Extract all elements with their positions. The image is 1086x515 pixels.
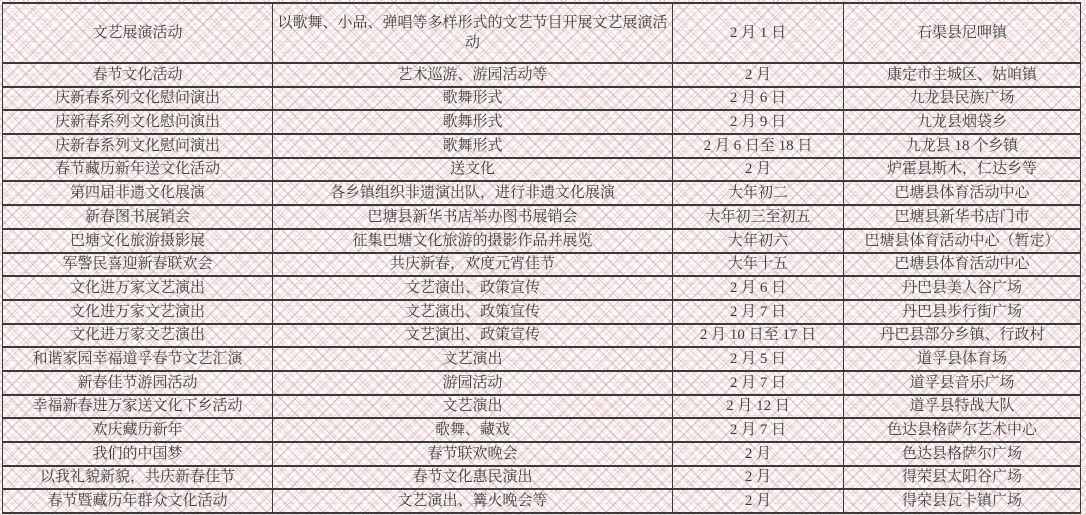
table-row (3, 110, 1081, 134)
table-row (3, 134, 1081, 158)
table-row (3, 205, 1081, 229)
activity-location-cell: 巴塘县体育活动中心 (844, 181, 1081, 205)
activity-name-cell: 新春图书展销会 (3, 205, 273, 229)
activity-description-cell: 送文化 (273, 158, 673, 182)
activity-description-cell: 春节联欢晚会 (273, 442, 673, 466)
activity-description-cell: 艺术巡游、游园活动等 (273, 63, 673, 87)
activity-location-cell: 丹巴县步行街广场 (844, 300, 1081, 324)
activity-location-cell: 得荣县太阳谷广场 (844, 466, 1081, 490)
table-row (3, 87, 1081, 111)
activity-location-cell: 道孚县体育场 (844, 347, 1081, 371)
activity-location-cell: 巴塘县体育活动中心 (844, 253, 1081, 277)
table-row (3, 158, 1081, 182)
activity-date-cell: 2 月 6 日至 18 日 (673, 134, 844, 158)
activity-location-cell: 色达县格萨尔艺术中心 (844, 418, 1081, 442)
activities-schedule-table (2, 2, 1081, 514)
activity-location-cell: 丹巴县部分乡镇、行政村 (844, 324, 1081, 348)
activity-location-cell: 九龙县烟袋乡 (844, 110, 1081, 134)
activity-date-cell: 大年初三至初五 (673, 205, 844, 229)
activity-name-cell: 第四届非遗文化展演 (3, 181, 273, 205)
activity-name-cell: 以我礼貌新貌，共庆新春佳节 (3, 466, 273, 490)
activity-name-cell: 春节藏历新年送文化活动 (3, 158, 273, 182)
activity-name-cell: 文化进万家文艺演出 (3, 276, 273, 300)
activity-description-cell: 以歌舞、小品、弹唱等多样形式的文艺节目开展文艺展演活动 (273, 3, 673, 63)
activity-name-cell: 春节暨藏历年群众文化活动 (3, 489, 273, 513)
activity-description-cell: 共庆新春，欢度元宵佳节 (273, 253, 673, 277)
activity-location-cell: 得荣县瓦卡镇广场 (844, 489, 1081, 513)
activity-name-cell: 欢庆藏历新年 (3, 418, 273, 442)
table-row (3, 347, 1081, 371)
activity-location-cell: 康定市主城区、姑咱镇 (844, 63, 1081, 87)
table-row (3, 395, 1081, 419)
table-row (3, 3, 1081, 63)
table-row (3, 371, 1081, 395)
activity-name-cell: 新春佳节游园活动 (3, 371, 273, 395)
activity-description-cell: 文艺演出、政策宣传 (273, 300, 673, 324)
activity-description-cell: 文艺演出、篝火晚会等 (273, 489, 673, 513)
activity-location-cell: 巴塘县新华书店门市 (844, 205, 1081, 229)
activity-name-cell: 巴塘文化旅游摄影展 (3, 229, 273, 253)
activity-location-cell: 道孚县特战大队 (844, 395, 1081, 419)
activity-name-cell: 和谐家园幸福道孚春节文艺汇演 (3, 347, 273, 371)
activity-location-cell: 石渠县尼呷镇 (844, 3, 1081, 63)
activity-date-cell: 2 月 6 日 (673, 87, 844, 111)
table-row (3, 300, 1081, 324)
activity-date-cell: 2 月 7 日 (673, 418, 844, 442)
activity-name-cell: 庆新春系列文化慰问演出 (3, 87, 273, 111)
schedule-table-body (3, 3, 1081, 513)
activity-date-cell: 2 月 (673, 489, 844, 513)
activity-name-cell: 军警民喜迎新春联欢会 (3, 253, 273, 277)
activity-location-cell: 炉霍县斯木，仁达乡等 (844, 158, 1081, 182)
table-row (3, 442, 1081, 466)
activity-description-cell: 歌舞形式 (273, 134, 673, 158)
activity-date-cell: 2 月 (673, 63, 844, 87)
activity-location-cell: 巴塘县体育活动中心（暂定） (844, 229, 1081, 253)
table-row (3, 276, 1081, 300)
table-row (3, 489, 1081, 513)
activity-description-cell: 文艺演出、政策宣传 (273, 324, 673, 348)
activity-name-cell: 庆新春系列文化慰问演出 (3, 110, 273, 134)
activity-location-cell: 丹巴县美人谷广场 (844, 276, 1081, 300)
table-row (3, 418, 1081, 442)
activity-date-cell: 2 月 (673, 442, 844, 466)
activity-date-cell: 2 月 7 日 (673, 371, 844, 395)
activity-description-cell: 各乡镇组织非遗演出队，进行非遗文化展演 (273, 181, 673, 205)
activity-description-cell: 歌舞形式 (273, 110, 673, 134)
table-row (3, 324, 1081, 348)
activity-name-cell: 文化进万家文艺演出 (3, 324, 273, 348)
table-row (3, 253, 1081, 277)
activity-description-cell: 歌舞、藏戏 (273, 418, 673, 442)
activity-date-cell: 2 月 7 日 (673, 300, 844, 324)
activity-date-cell: 2 月 9 日 (673, 110, 844, 134)
table-row (3, 181, 1081, 205)
activity-location-cell: 九龙县 18 个乡镇 (844, 134, 1081, 158)
activity-name-cell: 春节文化活动 (3, 63, 273, 87)
activity-date-cell: 大年初二 (673, 181, 844, 205)
activity-date-cell: 2 月 1 日 (673, 3, 844, 63)
activity-description-cell: 文艺演出 (273, 395, 673, 419)
activity-name-cell: 文艺展演活动 (3, 3, 273, 63)
activity-date-cell: 2 月 10 日至 17 日 (673, 324, 844, 348)
activity-location-cell: 色达县格萨尔广场 (844, 442, 1081, 466)
activity-date-cell: 2 月 5 日 (673, 347, 844, 371)
activity-date-cell: 2 月 12 日 (673, 395, 844, 419)
table-row (3, 229, 1081, 253)
activity-description-cell: 歌舞形式 (273, 87, 673, 111)
activity-date-cell: 大年初六 (673, 229, 844, 253)
activity-description-cell: 游园活动 (273, 371, 673, 395)
activity-description-cell: 巴塘县新华书店举办图书展销会 (273, 205, 673, 229)
activity-name-cell: 庆新春系列文化慰问演出 (3, 134, 273, 158)
activity-name-cell: 我们的中国梦 (3, 442, 273, 466)
activity-description-cell: 文艺演出 (273, 347, 673, 371)
activity-date-cell: 大年十五 (673, 253, 844, 277)
table-row (3, 466, 1081, 490)
activity-date-cell: 2 月 (673, 466, 844, 490)
activity-location-cell: 道孚县音乐广场 (844, 371, 1081, 395)
activity-date-cell: 2 月 6 日 (673, 276, 844, 300)
activity-name-cell: 文化进万家文艺演出 (3, 300, 273, 324)
activity-description-cell: 文艺演出、政策宣传 (273, 276, 673, 300)
activity-date-cell: 2 月 (673, 158, 844, 182)
activity-description-cell: 春节文化惠民演出 (273, 466, 673, 490)
activity-name-cell: 幸福新春进万家送文化下乡活动 (3, 395, 273, 419)
activity-location-cell: 九龙县民族广场 (844, 87, 1081, 111)
activity-description-cell: 征集巴塘文化旅游的摄影作品并展览 (273, 229, 673, 253)
table-row (3, 63, 1081, 87)
